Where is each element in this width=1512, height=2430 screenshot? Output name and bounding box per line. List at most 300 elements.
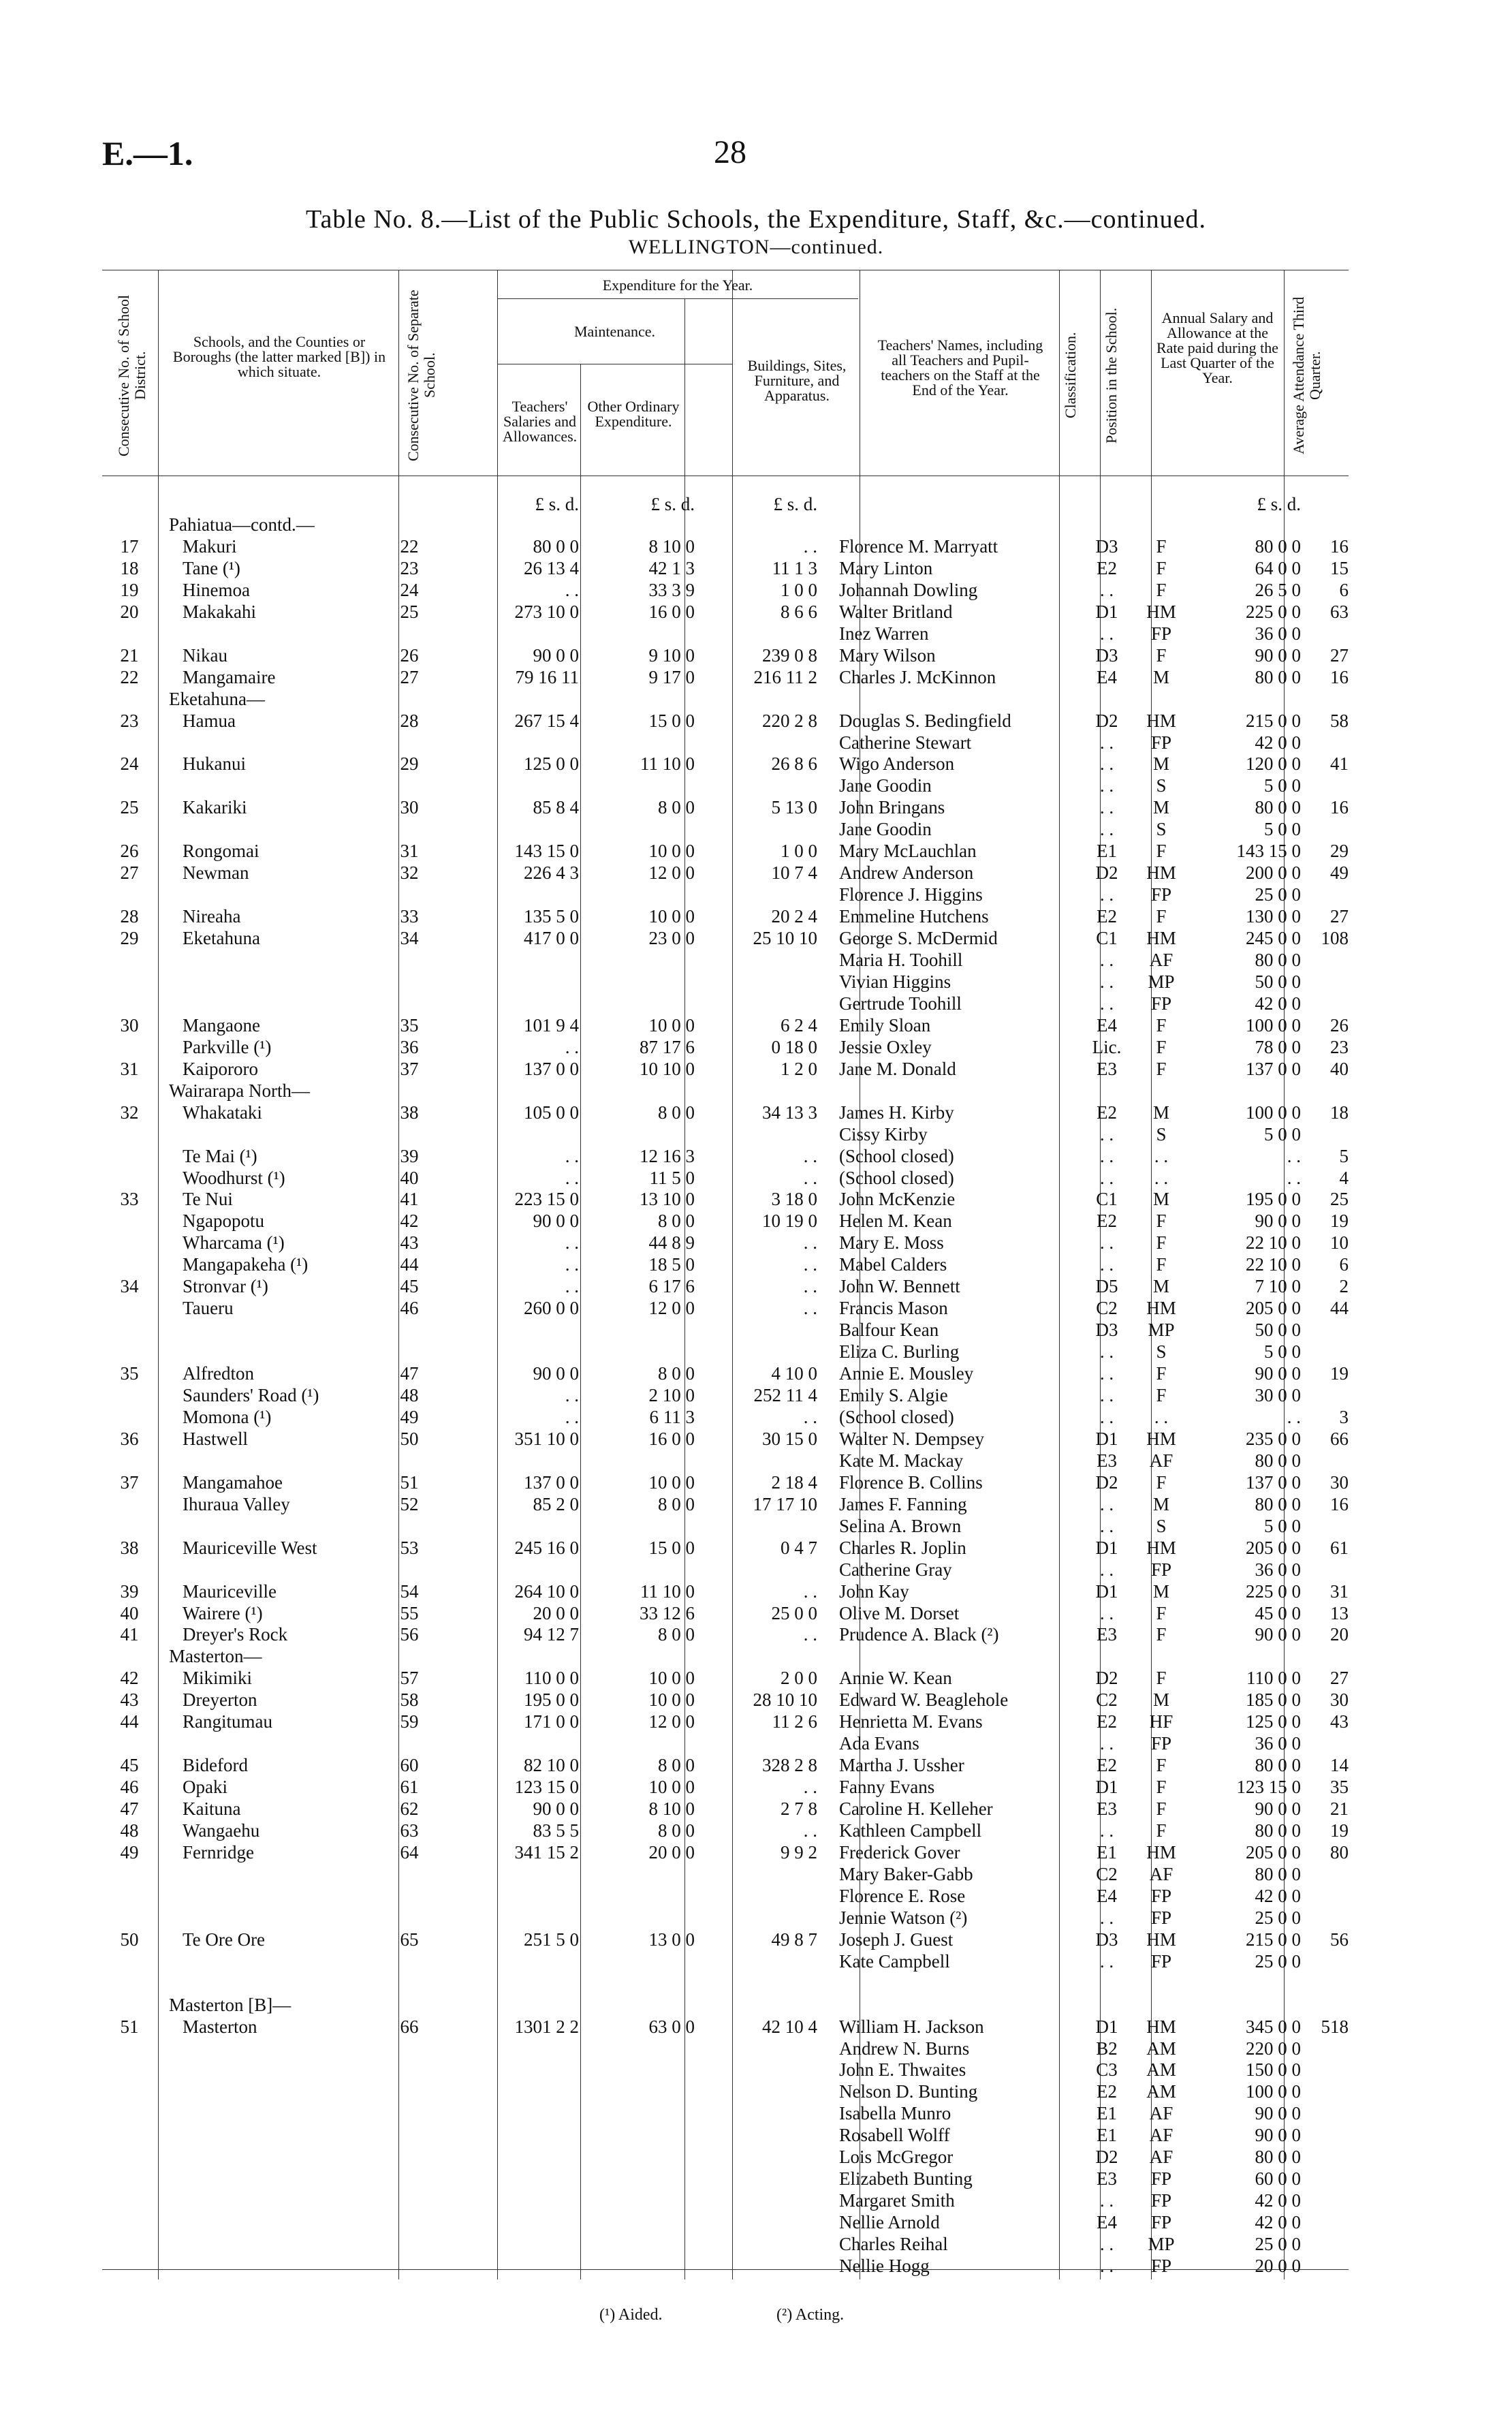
- position-cell: AF: [1149, 950, 1174, 970]
- currency-units: [102, 493, 1349, 515]
- salaries-cell: . .: [565, 1276, 579, 1297]
- annual-salary-cell: 36 0 0: [1255, 1733, 1301, 1754]
- salaries-cell: 143 15 0: [514, 841, 579, 862]
- position-cell: HM: [1146, 862, 1176, 884]
- classification-cell: . .: [1099, 797, 1114, 818]
- annual-salary-cell: 80 0 0: [1255, 950, 1301, 970]
- table-row: [102, 1994, 1349, 2016]
- buildings-cell: 11 1 3: [772, 557, 817, 578]
- buildings-cell: 5 13 0: [771, 797, 817, 818]
- teacher-name-cell: Margaret Smith: [839, 2190, 955, 2211]
- classification-cell: . .: [1099, 732, 1114, 753]
- school-name-cell: Mauriceville West: [183, 1537, 317, 1558]
- school-no-cell: 40: [400, 1167, 419, 1188]
- table-row: [102, 1580, 1349, 1602]
- teacher-name-cell: Lois McGregor: [839, 2147, 954, 2168]
- buildings-cell: 9 9 2: [781, 1841, 817, 1863]
- position-cell: F: [1156, 579, 1167, 600]
- position-cell: FP: [1150, 1559, 1172, 1580]
- position-cell: M: [1152, 1189, 1169, 1210]
- position-cell: AF: [1149, 1450, 1174, 1471]
- teacher-name-cell: Balfour Kean: [839, 1320, 939, 1341]
- table-row: [102, 2190, 1349, 2211]
- header-salaries: Teachers' Salaries and Allowances.: [502, 398, 578, 445]
- table-row: [102, 2211, 1349, 2233]
- teacher-name-cell: Johannah Dowling: [839, 579, 978, 600]
- district-no-cell: 18: [120, 557, 139, 578]
- school-name-cell: Dreyer's Rock: [183, 1624, 288, 1645]
- schools-table: [102, 270, 1349, 2279]
- salaries-cell: . .: [565, 1036, 579, 1057]
- buildings-cell: 220 2 8: [762, 710, 817, 731]
- attendance-cell: 13: [1330, 1602, 1349, 1623]
- position-cell: FP: [1150, 623, 1172, 644]
- attendance-cell: 35: [1330, 1777, 1349, 1798]
- teacher-name-cell: James F. Fanning: [839, 1493, 967, 1514]
- annual-salary-cell: 100 0 0: [1246, 2081, 1301, 2102]
- annual-salary-cell: 90 0 0: [1255, 1363, 1301, 1384]
- annual-salary-cell: 5 0 0: [1264, 775, 1301, 796]
- classification-cell: . .: [1099, 2256, 1114, 2276]
- table-row: [102, 1537, 1349, 1559]
- table-row: [102, 666, 1349, 688]
- school-name-cell: Makakahi: [183, 601, 256, 622]
- annual-salary-cell: 20 0 0: [1255, 2256, 1301, 2276]
- classification-cell: E2: [1097, 1711, 1117, 1732]
- position-cell: HM: [1146, 1428, 1176, 1449]
- position-cell: F: [1156, 1668, 1167, 1689]
- classification-cell: C2: [1096, 1689, 1118, 1711]
- school-no-cell: 48: [400, 1385, 419, 1405]
- table-row: [102, 688, 1349, 710]
- table-row: [102, 1253, 1349, 1275]
- school-name-cell: Nikau: [183, 644, 227, 666]
- district-no-cell: 20: [120, 601, 139, 622]
- teacher-name-cell: Wigo Anderson: [839, 753, 955, 775]
- salaries-cell: 101 9 4: [524, 1014, 579, 1035]
- annual-salary-cell: 80 0 0: [1255, 666, 1301, 687]
- teacher-name-cell: Andrew N. Burns: [839, 2038, 970, 2059]
- attendance-cell: 14: [1330, 1755, 1349, 1776]
- table-row: [102, 818, 1349, 840]
- school-name-cell: Ngapopotu: [183, 1211, 264, 1232]
- buildings-cell: 6 2 4: [781, 1014, 817, 1035]
- classification-cell: D1: [1095, 1777, 1118, 1798]
- table-row: [102, 1058, 1349, 1080]
- position-cell: S: [1156, 1123, 1167, 1144]
- other-expenditure-cell: 15 0 0: [648, 1537, 695, 1558]
- position-cell: HM: [1146, 2016, 1176, 2037]
- school-name-cell: Wharcama (¹): [183, 1232, 285, 1253]
- table-row: [102, 1406, 1349, 1428]
- footnote-acting: (²) Acting.: [776, 2306, 845, 2324]
- other-expenditure-cell: 44 8 9: [648, 1232, 695, 1253]
- annual-salary-cell: . .: [1287, 1406, 1301, 1427]
- annual-salary-cell: 215 0 0: [1246, 710, 1301, 731]
- salaries-cell: 79 16 11: [515, 666, 579, 687]
- teacher-name-cell: Mary Baker-Gabb: [839, 1863, 973, 1884]
- table-row: [102, 1645, 1349, 1667]
- table-row: [102, 1362, 1349, 1384]
- annual-salary-cell: 50 0 0: [1255, 1320, 1301, 1341]
- teacher-name-cell: Emily S. Algie: [839, 1385, 948, 1405]
- attendance-cell: 80: [1330, 1841, 1349, 1863]
- table-row: [102, 1711, 1349, 1732]
- table-row: [102, 2081, 1349, 2102]
- school-name-cell: Dreyerton: [183, 1689, 257, 1711]
- table-subtitle: WELLINGTON—continued.: [628, 236, 884, 258]
- school-name-cell: Hinemoa: [183, 579, 250, 600]
- classification-cell: E1: [1097, 1841, 1117, 1863]
- district-no-cell: 31: [120, 1058, 139, 1079]
- buildings-cell: . .: [803, 1276, 817, 1297]
- position-cell: F: [1156, 841, 1167, 862]
- other-expenditure-cell: 11 5 0: [649, 1167, 695, 1188]
- school-name-cell: Kaituna: [183, 1798, 241, 1820]
- district-no-cell: 35: [120, 1363, 139, 1384]
- annual-salary-cell: 150 0 0: [1246, 2059, 1301, 2081]
- school-no-cell: 50: [400, 1428, 419, 1449]
- annual-salary-cell: . .: [1287, 1167, 1301, 1188]
- salaries-cell: . .: [565, 579, 579, 600]
- other-expenditure-cell: 10 0 0: [648, 1014, 695, 1035]
- classification-cell: E2: [1097, 906, 1117, 927]
- annual-salary-cell: 5 0 0: [1264, 1341, 1301, 1362]
- school-no-cell: 63: [400, 1820, 419, 1841]
- classification-cell: E4: [1097, 1885, 1117, 1906]
- classification-cell: . .: [1099, 1406, 1114, 1427]
- table-row: [102, 2102, 1349, 2124]
- annual-salary-cell: 5 0 0: [1264, 1123, 1301, 1144]
- other-expenditure-cell: 13 0 0: [648, 1929, 695, 1950]
- district-no-cell: 48: [120, 1820, 139, 1841]
- other-expenditure-cell: 13 10 0: [640, 1189, 695, 1210]
- annual-salary-cell: 80 0 0: [1255, 1863, 1301, 1884]
- table-row: [102, 1232, 1349, 1253]
- teacher-name-cell: Isabella Munro: [839, 2103, 951, 2124]
- header-classification: Classification.: [1062, 332, 1079, 419]
- classification-cell: D1: [1095, 1537, 1118, 1558]
- position-cell: AM: [1146, 2038, 1176, 2059]
- school-no-cell: 45: [400, 1276, 419, 1297]
- school-no-cell: 57: [400, 1668, 419, 1689]
- position-cell: F: [1156, 1624, 1167, 1645]
- school-name-cell: Wairarapa North—: [169, 1080, 310, 1101]
- classification-cell: . .: [1099, 1167, 1114, 1188]
- annual-salary-cell: 25 0 0: [1255, 884, 1301, 905]
- position-cell: MP: [1148, 1320, 1175, 1341]
- attendance-cell: 25: [1330, 1189, 1349, 1210]
- district-no-cell: 28: [120, 906, 139, 927]
- teacher-name-cell: Jennie Watson (²): [839, 1907, 968, 1928]
- attendance-cell: 19: [1330, 1820, 1349, 1841]
- position-cell: M: [1152, 797, 1169, 818]
- other-expenditure-cell: 12 0 0: [648, 1298, 695, 1319]
- district-no-cell: 34: [120, 1276, 139, 1297]
- classification-cell: . .: [1099, 1232, 1114, 1253]
- table-row: [102, 1623, 1349, 1645]
- annual-salary-cell: 225 0 0: [1246, 601, 1301, 622]
- school-name-cell: Mangamaire: [183, 666, 276, 687]
- district-no-cell: 24: [120, 753, 139, 775]
- position-cell: FP: [1150, 1950, 1172, 1972]
- buildings-cell: 34 13 3: [762, 1102, 817, 1123]
- table-row: [102, 971, 1349, 993]
- classification-cell: . .: [1099, 2234, 1114, 2255]
- teacher-name-cell: Jessie Oxley: [839, 1036, 932, 1057]
- buildings-cell: 252 11 4: [753, 1385, 817, 1405]
- school-name-cell: Rongomai: [183, 841, 259, 862]
- buildings-cell: 25 0 0: [771, 1602, 817, 1623]
- buildings-cell: 11 2 6: [772, 1711, 817, 1732]
- table-row: [102, 775, 1349, 796]
- table-row: [102, 1950, 1349, 1972]
- classification-cell: D5: [1095, 1276, 1118, 1297]
- classification-cell: E3: [1097, 1450, 1117, 1471]
- teacher-name-cell: Charles Reihal: [839, 2234, 948, 2255]
- position-cell: FP: [1150, 884, 1172, 905]
- position-cell: FP: [1150, 2256, 1172, 2276]
- classification-cell: E1: [1097, 841, 1117, 862]
- annual-salary-cell: 80 0 0: [1255, 1493, 1301, 1514]
- attendance-cell: 30: [1330, 1471, 1349, 1493]
- table-row: [102, 949, 1349, 971]
- position-cell: F: [1156, 906, 1167, 927]
- salaries-cell: 26 13 4: [524, 557, 579, 578]
- classification-cell: D2: [1095, 710, 1118, 731]
- teacher-name-cell: John Kay: [839, 1580, 909, 1602]
- salaries-cell: 90 0 0: [533, 1363, 579, 1384]
- classification-cell: D3: [1095, 1320, 1118, 1341]
- district-no-cell: 44: [120, 1711, 139, 1732]
- teacher-name-cell: Emily Sloan: [839, 1014, 931, 1035]
- district-no-cell: 45: [120, 1755, 139, 1776]
- teacher-name-cell: Nellie Hogg: [839, 2256, 930, 2276]
- position-cell: AF: [1149, 2147, 1174, 2168]
- classification-cell: D1: [1095, 1580, 1118, 1602]
- school-no-cell: 51: [400, 1471, 419, 1493]
- attendance-cell: 16: [1330, 1493, 1349, 1514]
- attendance-cell: 66: [1330, 1428, 1349, 1449]
- salaries-cell: 123 15 0: [514, 1777, 579, 1798]
- attendance-cell: 44: [1330, 1298, 1349, 1319]
- school-no-cell: 49: [400, 1406, 419, 1427]
- other-expenditure-cell: 10 10 0: [640, 1058, 695, 1079]
- school-name-cell: Kaipororo: [183, 1058, 258, 1079]
- school-no-cell: 38: [400, 1102, 419, 1123]
- buildings-cell: 328 2 8: [762, 1755, 817, 1776]
- classification-cell: . .: [1099, 1820, 1114, 1841]
- other-expenditure-cell: 8 0 0: [658, 1755, 695, 1776]
- attendance-cell: 23: [1330, 1036, 1349, 1057]
- table-row: [102, 2059, 1349, 2081]
- buildings-cell: 3 18 0: [771, 1189, 817, 1210]
- position-cell: HM: [1146, 1929, 1176, 1950]
- classification-cell: . .: [1099, 1254, 1114, 1275]
- position-cell: HM: [1146, 1841, 1176, 1863]
- attendance-cell: 15: [1330, 557, 1349, 578]
- table-row: [102, 2124, 1349, 2146]
- school-no-cell: 41: [400, 1189, 419, 1210]
- school-no-cell: 23: [400, 557, 419, 578]
- other-expenditure-cell: 12 0 0: [648, 1711, 695, 1732]
- position-cell: F: [1156, 1755, 1167, 1776]
- table-row: [102, 1776, 1349, 1798]
- annual-salary-cell: 22 10 0: [1246, 1232, 1301, 1253]
- classification-cell: . .: [1099, 884, 1114, 905]
- district-no-cell: 25: [120, 797, 139, 818]
- buildings-cell: 2 0 0: [781, 1668, 817, 1689]
- table-row: [102, 1559, 1349, 1580]
- table-row: [102, 1275, 1349, 1297]
- position-cell: HM: [1146, 710, 1176, 731]
- classification-cell: E3: [1097, 1624, 1117, 1645]
- salaries-cell: 83 5 5: [533, 1820, 579, 1841]
- annual-salary-cell: 36 0 0: [1255, 623, 1301, 644]
- teacher-name-cell: John E. Thwaites: [839, 2059, 966, 2081]
- other-expenditure-cell: 8 0 0: [658, 1820, 695, 1841]
- position-cell: F: [1156, 535, 1167, 557]
- school-name-cell: Parkville (¹): [183, 1036, 272, 1057]
- buildings-cell: 10 19 0: [762, 1211, 817, 1232]
- teacher-name-cell: Fanny Evans: [839, 1777, 935, 1798]
- salaries-cell: 85 8 4: [533, 797, 579, 818]
- teacher-name-cell: William H. Jackson: [839, 2016, 984, 2037]
- table-row: [102, 1972, 1349, 1994]
- annual-salary-cell: 36 0 0: [1255, 1559, 1301, 1580]
- page-reference: E.—1.: [102, 134, 193, 172]
- other-expenditure-cell: 6 17 6: [648, 1276, 695, 1297]
- district-no-cell: 32: [120, 1102, 139, 1123]
- header-attendance: Average Attendance Third Quarter.: [1290, 296, 1323, 454]
- attendance-cell: 61: [1330, 1537, 1349, 1558]
- school-name-cell: Taueru: [183, 1298, 234, 1319]
- other-expenditure-cell: 8 0 0: [658, 1493, 695, 1514]
- teacher-name-cell: Catherine Stewart: [839, 732, 972, 753]
- annual-salary-cell: 80 0 0: [1255, 1755, 1301, 1776]
- other-expenditure-cell: 8 0 0: [658, 797, 695, 818]
- school-name-cell: Wangaehu: [183, 1820, 260, 1841]
- school-name-cell: Alfredton: [183, 1363, 254, 1384]
- position-cell: F: [1156, 1211, 1167, 1232]
- teacher-name-cell: Florence J. Higgins: [839, 884, 983, 905]
- salaries-cell: 226 4 3: [524, 862, 579, 884]
- school-name-cell: Woodhurst (¹): [183, 1167, 285, 1188]
- header-position: Position in the School.: [1103, 307, 1120, 443]
- table-row: [102, 2255, 1349, 2277]
- annual-salary-cell: 25 0 0: [1255, 2234, 1301, 2255]
- school-no-cell: 34: [400, 928, 419, 949]
- annual-salary-cell: 42 0 0: [1255, 1885, 1301, 1906]
- buildings-cell: . .: [803, 1820, 817, 1841]
- classification-cell: . .: [1099, 950, 1114, 970]
- school-no-cell: 31: [400, 841, 419, 862]
- attendance-cell: 26: [1330, 1014, 1349, 1035]
- position-cell: FP: [1150, 2190, 1172, 2211]
- annual-salary-cell: 345 0 0: [1246, 2016, 1301, 2037]
- classification-cell: D2: [1095, 1668, 1118, 1689]
- teacher-name-cell: Douglas S. Bedingfield: [839, 710, 1011, 731]
- table-row: [102, 2168, 1349, 2190]
- other-expenditure-cell: 42 1 3: [648, 557, 695, 578]
- position-cell: M: [1152, 1580, 1169, 1602]
- district-no-cell: 43: [120, 1689, 139, 1711]
- buildings-cell: 1 2 0: [781, 1058, 817, 1079]
- teacher-name-cell: Joseph J. Guest: [839, 1929, 954, 1950]
- annual-salary-cell: 100 0 0: [1246, 1014, 1301, 1035]
- classification-cell: D1: [1095, 601, 1118, 622]
- classification-cell: B2: [1096, 2038, 1118, 2059]
- other-expenditure-cell: 12 16 3: [640, 1145, 695, 1166]
- annual-salary-cell: 42 0 0: [1255, 993, 1301, 1014]
- annual-salary-cell: 215 0 0: [1246, 1929, 1301, 1950]
- salaries-cell: 90 0 0: [533, 644, 579, 666]
- header-buildings: Buildings, Sites, Furniture, and Apparatus.: [747, 357, 847, 404]
- salaries-cell: . .: [565, 1254, 579, 1275]
- other-expenditure-cell: 10 0 0: [648, 1471, 695, 1493]
- annual-salary-cell: 205 0 0: [1246, 1537, 1301, 1558]
- buildings-cell: . .: [803, 535, 817, 557]
- table-row: [102, 601, 1349, 623]
- position-cell: F: [1156, 1820, 1167, 1841]
- position-cell: S: [1156, 819, 1167, 840]
- other-expenditure-cell: 8 10 0: [648, 1798, 695, 1820]
- salaries-cell: 417 0 0: [524, 928, 579, 949]
- teacher-name-cell: Edward W. Beaglehole: [839, 1689, 1009, 1711]
- other-expenditure-cell: 6 11 3: [649, 1406, 695, 1427]
- salaries-cell: 245 16 0: [514, 1537, 579, 1558]
- salaries-cell: 90 0 0: [533, 1798, 579, 1820]
- teacher-name-cell: Rosabell Wolff: [839, 2125, 950, 2146]
- annual-salary-cell: 50 0 0: [1255, 971, 1301, 992]
- annual-salary-cell: 42 0 0: [1255, 2190, 1301, 2211]
- table-row: [102, 1123, 1349, 1145]
- district-no-cell: 47: [120, 1798, 139, 1820]
- teacher-name-cell: John Bringans: [839, 797, 945, 818]
- table-row: [102, 927, 1349, 949]
- buildings-cell: 17 17 10: [753, 1493, 817, 1514]
- position-cell: AF: [1149, 1863, 1174, 1884]
- attendance-cell: 10: [1330, 1232, 1349, 1253]
- table-row: [102, 732, 1349, 753]
- district-no-cell: 46: [120, 1777, 139, 1798]
- school-name-cell: Nireaha: [183, 906, 241, 927]
- school-name-cell: Masterton: [183, 2016, 257, 2037]
- other-expenditure-cell: 9 10 0: [648, 644, 695, 666]
- buildings-units: £ s. d.: [773, 494, 817, 514]
- buildings-cell: . .: [803, 1624, 817, 1645]
- school-name-cell: Hamua: [183, 710, 236, 731]
- district-no-cell: 51: [120, 2016, 139, 2037]
- attendance-cell: 49: [1330, 862, 1349, 884]
- classification-cell: . .: [1099, 579, 1114, 600]
- salaries-cell: 251 5 0: [524, 1929, 579, 1950]
- school-no-cell: 27: [400, 666, 419, 687]
- classification-cell: D3: [1095, 535, 1118, 557]
- table-row: [102, 514, 1349, 535]
- teacher-name-cell: Mary Wilson: [839, 644, 936, 666]
- district-no-cell: 33: [120, 1189, 139, 1210]
- table-row: [102, 2038, 1349, 2059]
- table-row: [102, 1167, 1349, 1189]
- attendance-cell: 20: [1330, 1624, 1349, 1645]
- classification-cell: D1: [1095, 1428, 1118, 1449]
- annual-salary-cell: 205 0 0: [1246, 1841, 1301, 1863]
- annual-salary-cell: 78 0 0: [1255, 1036, 1301, 1057]
- annual-salary-cell: 64 0 0: [1255, 557, 1301, 578]
- classification-cell: E3: [1097, 1058, 1117, 1079]
- position-cell: F: [1156, 1363, 1167, 1384]
